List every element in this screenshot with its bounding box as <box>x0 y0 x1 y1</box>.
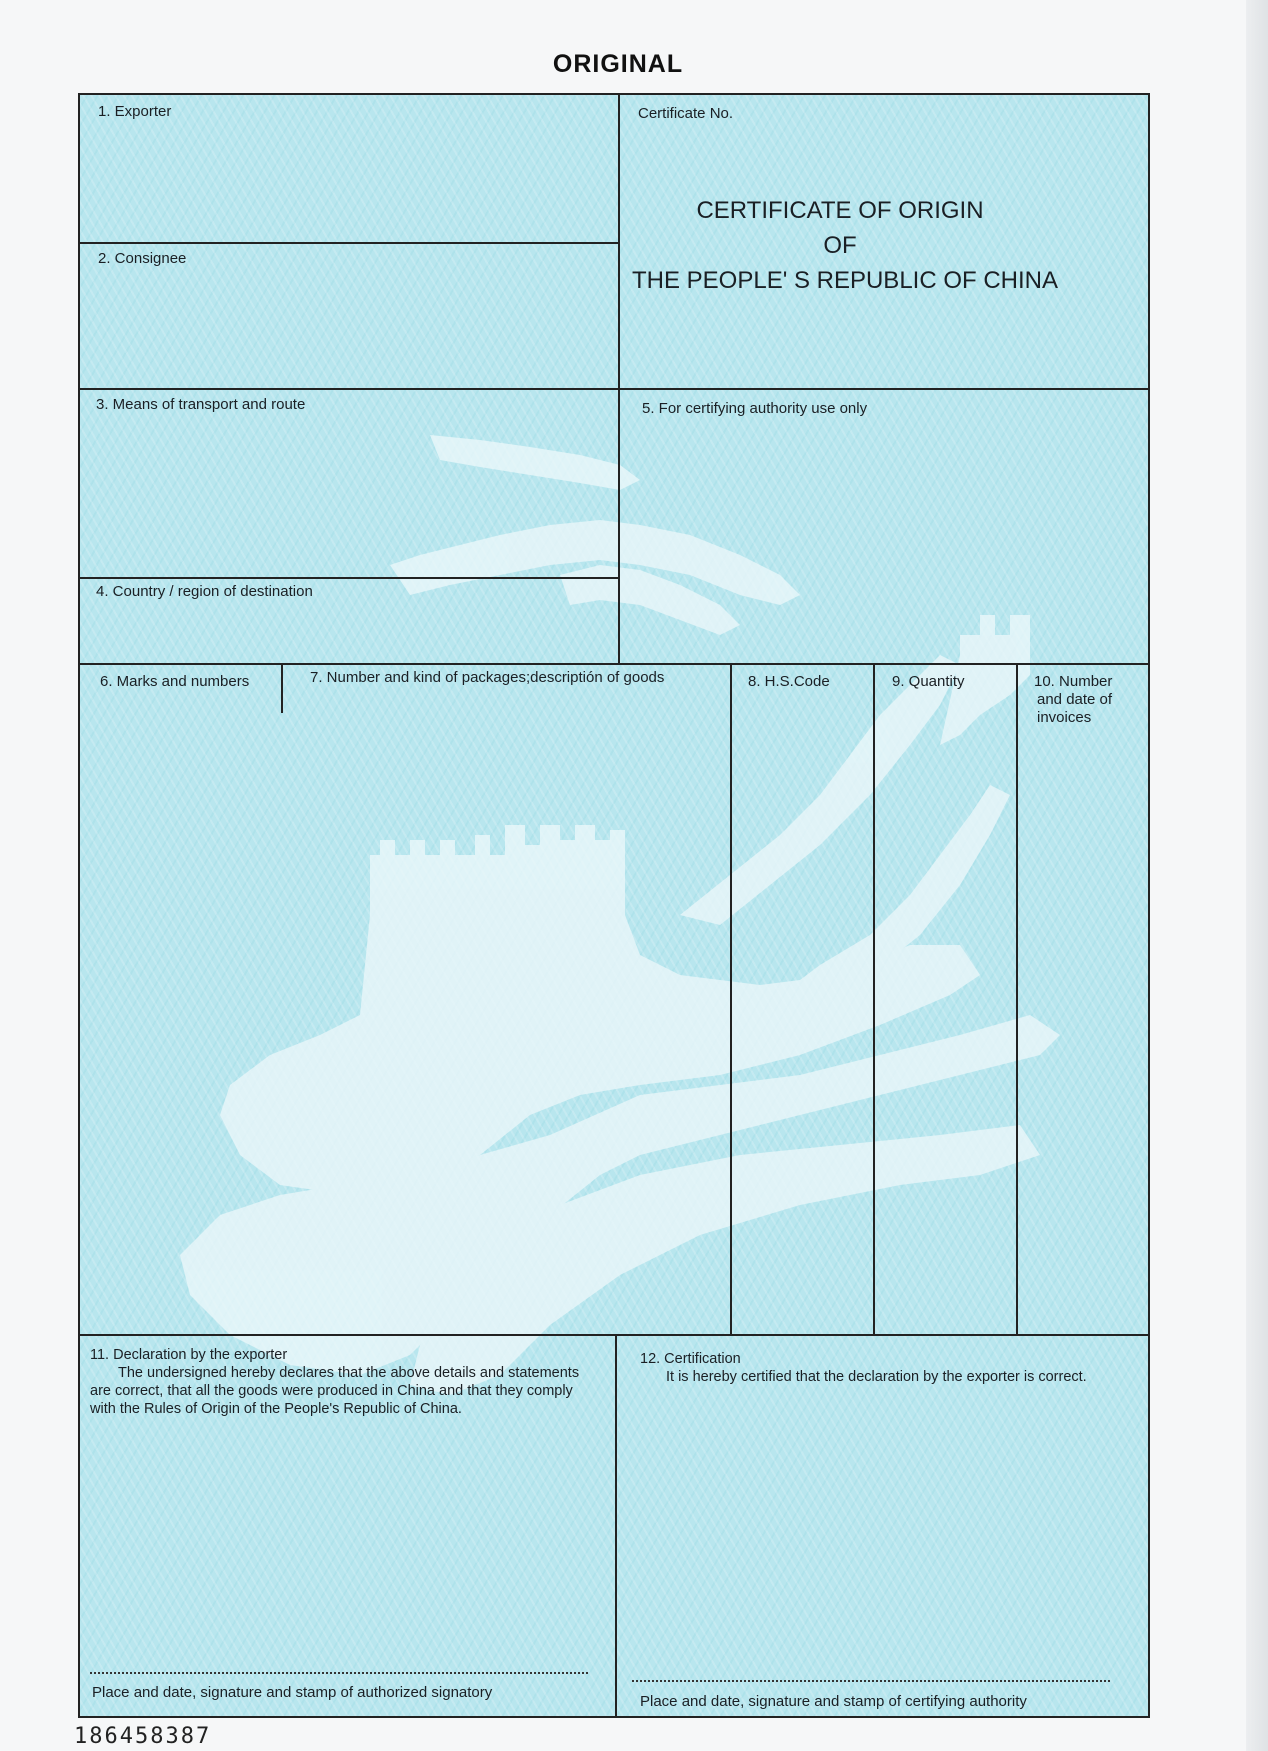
rule-transport-destination <box>80 577 618 579</box>
invoices-label-line3: invoices <box>1037 709 1092 726</box>
rule-marks-short <box>281 665 283 713</box>
rule-exporter-consignee <box>80 242 618 244</box>
certification-line1: It is hereby certified that the declaration by the exporter is correct. <box>666 1369 1087 1385</box>
serial-number: 186458387 <box>74 1724 212 1749</box>
certificate-title-line2: OF <box>823 232 857 259</box>
consignee-label: 2. Consignee <box>98 250 187 267</box>
rule-qty-invoice <box>1016 665 1018 1336</box>
packages-label: 7. Number and kind of packages;descriptión of goods <box>310 669 665 686</box>
certificate-no-label: Certificate No. <box>638 105 734 122</box>
declaration-line2: are correct, that all the goods were produced in China and that they comply <box>90 1383 573 1399</box>
rule-hs-qty <box>873 665 875 1336</box>
certification-signature-line <box>632 1680 1110 1682</box>
invoices-label-line1: 10. Number <box>1034 673 1113 690</box>
certification-signature-caption: Place and date, signature and stamp of certifying authority <box>640 1693 1027 1710</box>
declaration-line1: The undersigned hereby declares that the above details and statements <box>118 1365 580 1381</box>
page-edge <box>1246 0 1268 1751</box>
declaration-line3: with the Rules of Origin of the People's Republic of China. <box>90 1401 462 1417</box>
marks-label: 6. Marks and numbers <box>100 673 250 690</box>
transport-label: 3. Means of transport and route <box>96 396 306 413</box>
rule-consignee-transport <box>80 388 1150 390</box>
certificate-form <box>78 93 1150 1718</box>
original-heading: ORIGINAL <box>552 50 684 78</box>
declaration-heading: 11. Declaration by the exporter <box>90 1347 288 1363</box>
certification-heading: 12. Certification <box>640 1351 741 1367</box>
hs-code-label: 8. H.S.Code <box>748 673 830 690</box>
declaration-signature-caption: Place and date, signature and stamp of authorized signatory <box>92 1684 493 1701</box>
exporter-label: 1. Exporter <box>98 103 172 120</box>
rule-top-section <box>80 663 1150 665</box>
rule-center-bottom <box>615 1336 617 1718</box>
certificate-title-line3: THE PEOPLE' S REPUBLIC OF CHINA <box>631 267 1058 294</box>
invoices-label-line2: and date of <box>1037 691 1113 708</box>
certifying-use-label: 5. For certifying authority use only <box>642 400 868 417</box>
quantity-label: 9. Quantity <box>892 673 965 690</box>
rule-goods-hs <box>730 665 732 1336</box>
declaration-signature-line <box>90 1672 588 1674</box>
destination-label: 4. Country / region of destination <box>96 583 313 600</box>
certificate-title-line1: CERTIFICATE OF ORIGIN <box>696 197 984 224</box>
rule-center-top <box>618 95 620 665</box>
